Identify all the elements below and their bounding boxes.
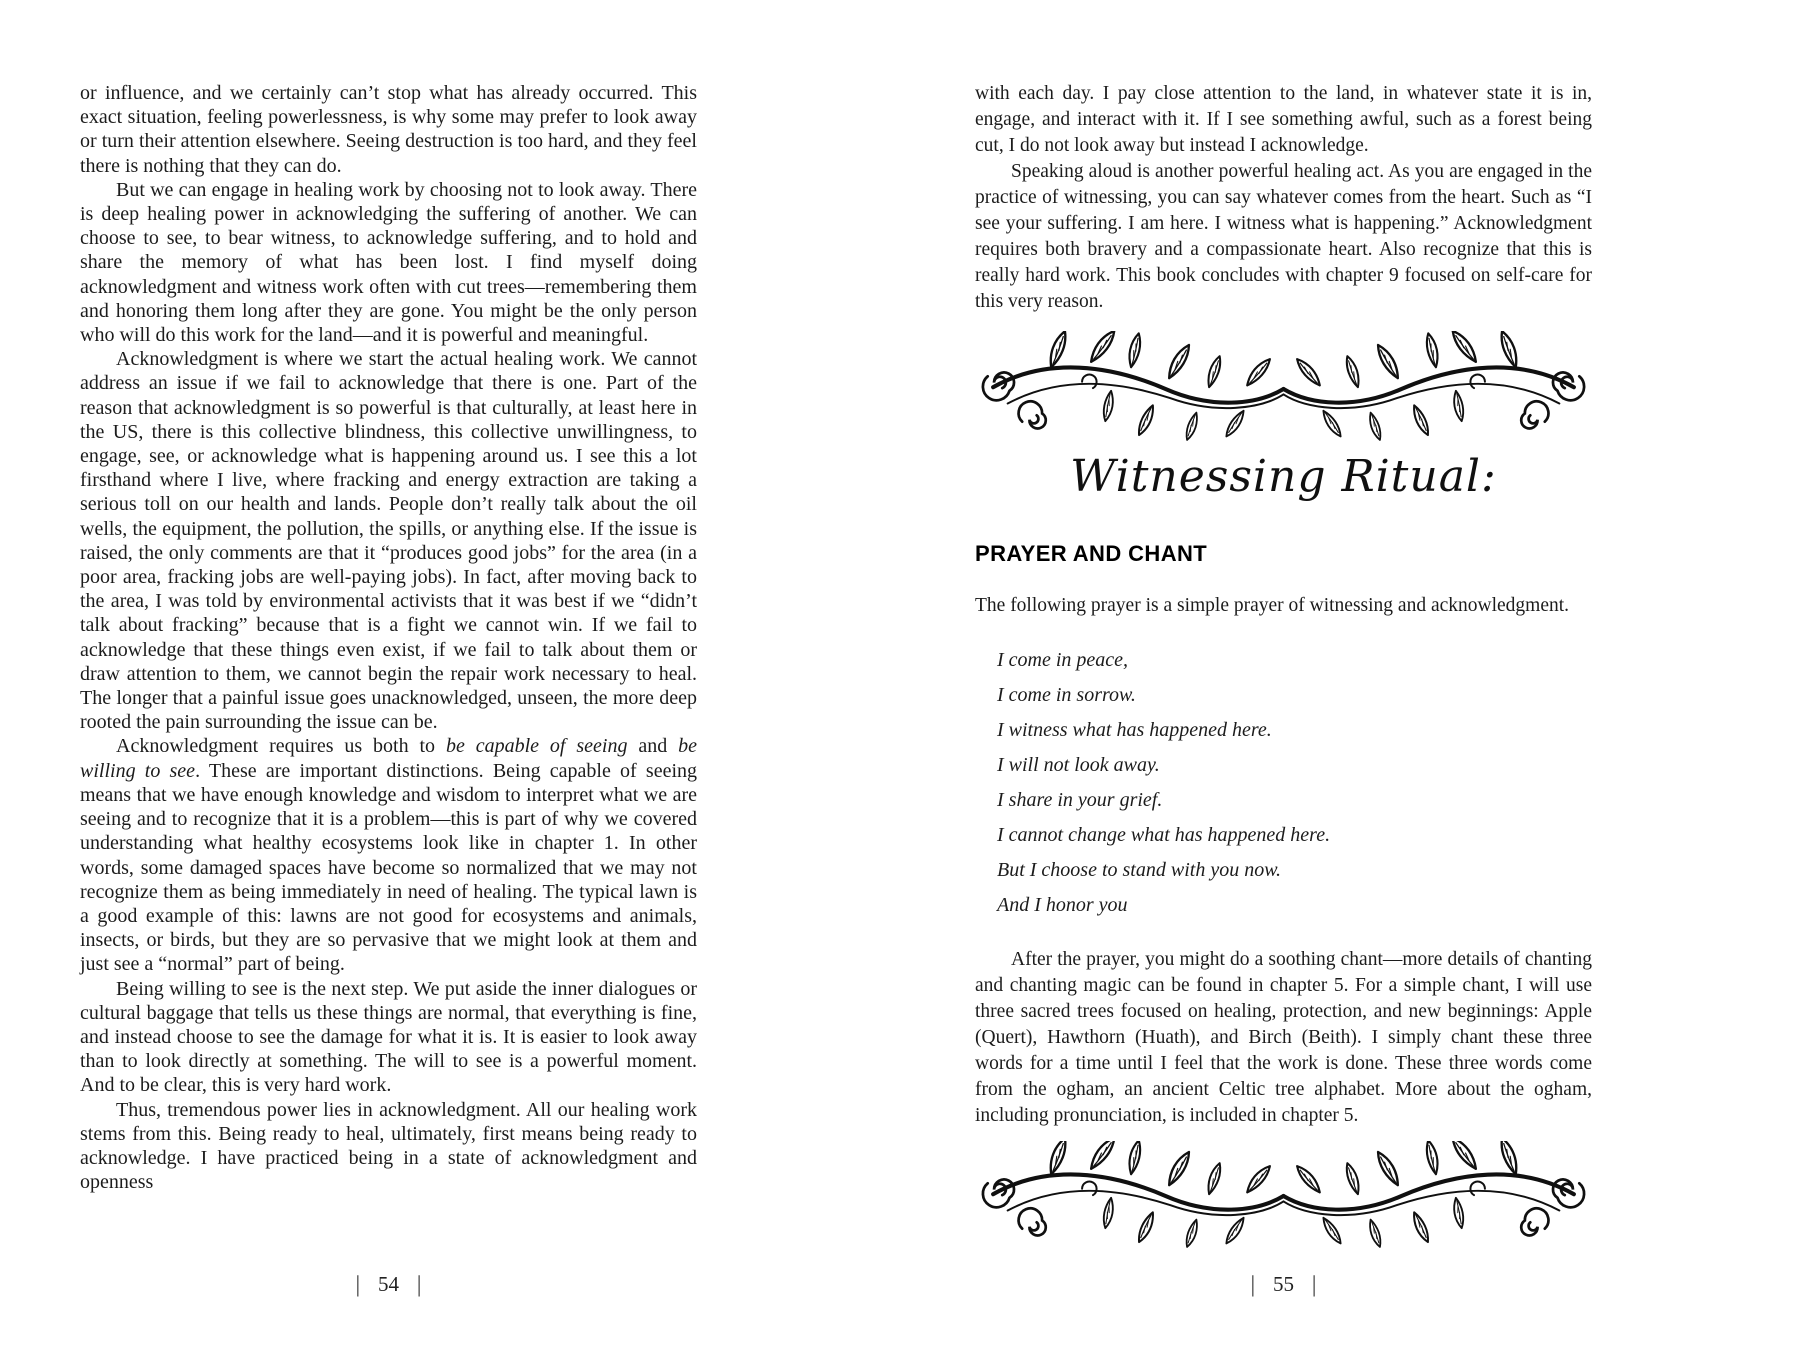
page-number-separator: |	[417, 1270, 422, 1298]
prayer-line: I witness what has happened here.	[997, 719, 1272, 741]
paragraph: Acknowledgment requires us both to be capable of seeing and be willing to see. These are important distinctions. Being capable of seeing means that we have enough knowledge and wisdom to interpret what we are seeing and to recognize that it is a problem—this is part of why we covered understanding what healthy ecosystems look like in chapter 1. In other words, some damaged spaces have become so normalized that we may not recognize them as being immediately in need of healing. The typical lawn is a good example of this: lawns are not good for ecosystems and animals, insects, or birds, but they are so pervasive that we might look at them and just see a “normal” part of being.	[80, 735, 698, 976]
page-number-separator: |	[355, 1270, 360, 1298]
paragraph: Thus, tremendous power lies in acknowledgment. All our healing work stems from this. Being ready to heal, ultimately, first means being ready to acknowledge. I have practiced being in a state of acknowledgment and openness	[80, 1098, 697, 1194]
prayer-line: I will not look away.	[997, 754, 1160, 776]
page-number-value: 54	[378, 1272, 399, 1296]
prayer-line: I come in sorrow.	[997, 684, 1136, 706]
leaf-vine-flourish-icon	[975, 331, 1592, 447]
prayer-block	[997, 643, 1592, 923]
page-right-text-column	[975, 0, 1592, 1251]
right-top-paragraphs	[975, 81, 1592, 315]
page-number-separator: |	[1250, 1270, 1255, 1298]
paragraph: or influence, and we certainly can’t stop what has already occurred. This exact situation, feeling powerlessness, is why some may prefer to look away or turn their attention elsewhere. Seeing destruction is too hard, and they feel there is nothing that they can do.	[80, 82, 697, 177]
page-number-value: 55	[1273, 1272, 1294, 1296]
page-left-text-column	[80, 0, 697, 1194]
section-title: Witnessing Ritual:	[1070, 451, 1497, 502]
paragraph: But we can engage in healing work by choosing not to look away. There is deep healing power in acknowledging the suffering of another. We can choose to see, to bear witness, to acknowledge suffering, and to hold and share the memory of what has been lost. I find myself doing acknowledgment and witness work often with cut trees—remembering them and honoring them long after they are gone. You might be the only person who will do this work for the land—and it is powerful and meaningful.	[80, 178, 697, 347]
leaf-vine-flourish-icon	[975, 1141, 1592, 1251]
prayer-intro-text: The following prayer is a simple prayer of witnessing and acknowledgment.	[975, 595, 1570, 616]
prayer-line: I share in your grief.	[997, 789, 1163, 811]
prayer-line: I cannot change what has happened here.	[997, 824, 1331, 846]
page-number-right	[975, 1272, 1592, 1297]
paragraph: Acknowledgment is where we start the actual healing work. We cannot address an issue if we fail to acknowledge that there is one. Part of the reason that acknowledgment is so powerful is that culturally, at least here in the US, there is this collective blindness, this collective unwillingness, to engage, see, or acknowledge what is happening around us. I see this a lot firsthand where I live, where fracking and energy extraction are taking a serious toll on our health and lands. People don’t really talk about the oil wells, the equipment, the pollution, the spills, or anything else. If the issue is raised, the only comments are that it “produces good jobs” for the area (in a poor area, fracking jobs are well-paying jobs). In fact, after moving back to the area, I was told by environmental activists that it was best if we “didn’t talk about fracking” because that is a fight we cannot win. If we fail to acknowledge that these things even exist, if we fail to talk about them or draw attention to them, we cannot begin the repair work necessary to heal. The longer that a painful issue goes unacknowledged, unseen, the more deep rooted the pain surrounding the issue can be.	[80, 348, 697, 734]
bottom-flourish-container	[975, 1141, 1592, 1251]
page-number-separator: |	[1312, 1270, 1317, 1298]
page-left	[80, 0, 697, 1350]
top-flourish-container	[975, 331, 1592, 447]
page-right	[975, 0, 1592, 1350]
paragraph: After the prayer, you might do a soothing chant—more details of chanting and chanting magic can be found in chapter 5. For a simple chant, I will use three sacred trees focused on healing, protection, and new beginnings: Apple (Quert), Hawthorn (Huath), and Birch (Beith). I simply chant these three words for a time until I feel that the work is done. These three words come from the ogham, an ancient Celtic tree alphabet. More about the ogham, including pronunciation, is included in chapter 5.	[975, 949, 1592, 1126]
prayer-line: And I honor you	[997, 894, 1128, 916]
paragraph: Speaking aloud is another powerful healing act. As you are engaged in the practice of witnessing, you can say whatever comes from the heart. Such as “I see your suffering. I am here. I witness what is happening.” Acknowledgment requires both bravery and a compassionate heart. Also recognize that this is really hard work. This book concludes with chapter 9 focused on self-care for this very reason.	[975, 161, 1592, 312]
page-number-left	[80, 1272, 697, 1297]
prayer-line: I come in peace,	[997, 649, 1129, 671]
prayer-line: But I choose to stand with you now.	[997, 859, 1282, 881]
paragraph: with each day. I pay close attention to the land, in whatever state it is in, engage, and interact with it. If I see something awful, such as a forest being cut, I do not look away but instead I acknowledge.	[975, 83, 1592, 156]
paragraph: Being willing to see is the next step. We put aside the inner dialogues or cultural baggage that tells us these things are normal, that everything is fine, and instead choose to see the damage for what it is. It is easier to look away than to look directly at something. The will to see is a powerful moment. And to be clear, this is very hard work.	[80, 977, 697, 1097]
prayer-and-chant-heading: PRAYER AND CHANT	[975, 541, 1208, 566]
